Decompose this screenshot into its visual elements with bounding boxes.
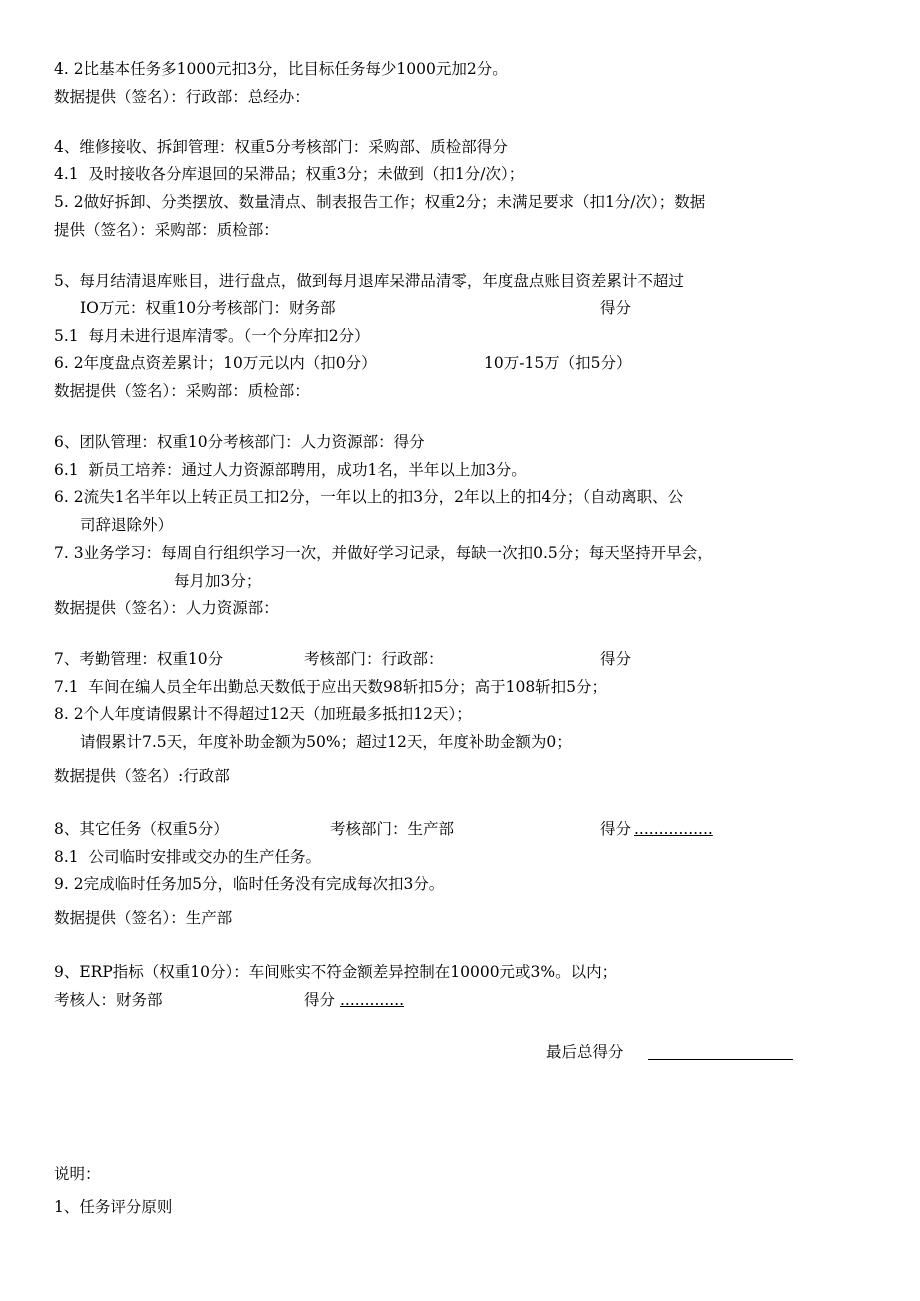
text-line: 数据提供（签名）：生产部 (54, 909, 233, 927)
section-heading: 4、维修接收、拆卸管理：权重5分考核部门：采购部、质检部得分 (54, 138, 508, 156)
score-label: 得分 (600, 820, 632, 838)
notes-heading: 说明： (54, 1165, 101, 1183)
text-line: 考核部门：行政部： (304, 650, 444, 668)
text-line: 考核部门：生产部 (330, 820, 455, 838)
section-heading: 6、团队管理：权重10分考核部门：人力资源部：得分 (54, 433, 425, 451)
score-label: 得分 (600, 650, 632, 668)
text-line: 8.1 公司临时安排或交办的生产任务。 (54, 848, 322, 866)
text-line: 4. 2比基本任务多1000元扣3分，比目标任务每少1000元加2分。 (54, 60, 508, 78)
text-line: 司辞退除外） (80, 516, 174, 534)
text-line: 考核人：财务部 (54, 991, 163, 1009)
score-blank: ................ (634, 820, 713, 838)
text-line: 9. 2完成临时任务加5分，临时任务没有完成每次扣3分。 (54, 875, 445, 893)
text-line: 7. 3业务学习：每周自行组织学习一次，并做好学习记录，每缺一次扣0.5分；每天坚持开早会， (54, 544, 713, 562)
text-line: 1、任务评分原则 (54, 1198, 173, 1216)
total-score-label: 最后总得分 (546, 1043, 624, 1061)
text-line: 5.1 每月未进行退库清零。（一个分库扣2分） (54, 327, 370, 345)
text-line: 请假累计7.5天，年度补助金额为50%；超过12天，年度补助金额为0； (80, 733, 572, 751)
text-line: 5. 2做好拆卸、分类摆放、数量清点、制表报告工作；权重2分；未满足要求（扣1分/次）；数据 (54, 193, 706, 211)
section-heading: 9、ERP指标（权重10分）：车间账实不符金额差异控制在10000元或3%。以内； (54, 963, 618, 981)
score-label: 得分 (304, 991, 336, 1009)
text-line: 6. 2年度盘点资差累计；10万元以内（扣0分） (54, 354, 377, 372)
text-line: 提供（签名）：采购部：质检部： (54, 221, 279, 239)
text-line: 数据提供（签名）：采购部：质检部： (54, 382, 310, 400)
section-heading: 7、考勤管理：权重10分 (54, 650, 224, 668)
score-blank: ............. (340, 991, 405, 1009)
score-label: 得分 (600, 299, 632, 317)
text-line: 4.1 及时接收各分库退回的呆滞品；权重3分；未做到（扣1分/次）； (54, 165, 525, 183)
text-line: 6.1 新员工培养：通过人力资源部聘用，成功1名，半年以上加3分。 (54, 461, 527, 479)
text-line: IO万元：权重10分考核部门：财务部 (80, 299, 336, 317)
text-line: 数据提供（签名）：人力资源部： (54, 599, 279, 617)
text-line: 数据提供（签名）：行政部：总经办： (54, 88, 310, 106)
text-line: 10万-15万（扣5分） (484, 354, 632, 372)
section-heading: 8、其它任务（权重5分） (54, 820, 229, 838)
text-line: 6. 2流失1名半年以上转正员工扣2分，一年以上的扣3分，2年以上的扣4分；（自动离职、公 (54, 488, 684, 506)
section-heading: 5、每月结清退库账目，进行盘点，做到每月退库呆滞品清零，年度盘点账目资差累计不超过 (54, 272, 684, 290)
total-score-blank (648, 1044, 793, 1060)
text-line: 8. 2个人年度请假累计不得超过12天（加班最多抵扣12天）； (54, 705, 472, 723)
text-line: 数据提供（签名）:行政部 (54, 767, 230, 785)
text-line: 每月加3分； (174, 572, 262, 590)
text-line: 7.1 车间在编人员全年出勤总天数低于应出天数98斩扣5分；高于108斩扣5分； (54, 678, 608, 696)
